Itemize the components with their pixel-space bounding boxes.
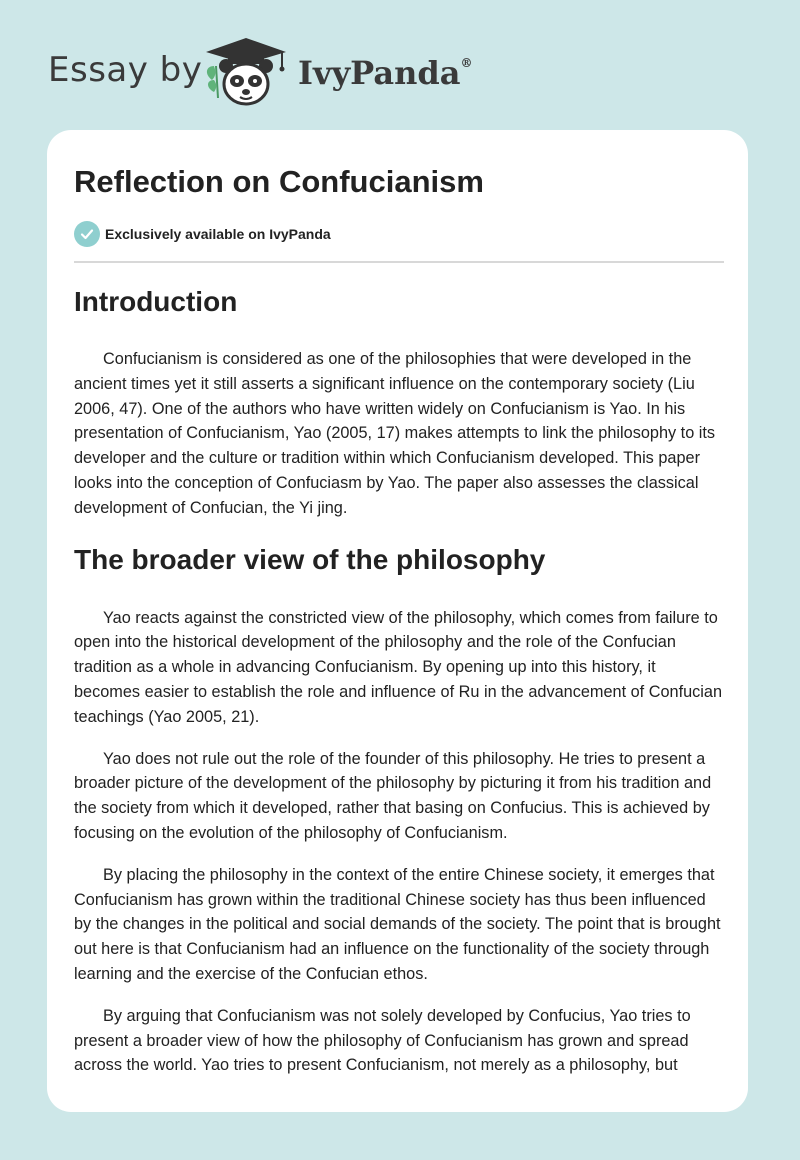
paragraph: Yao reacts against the constricted view of the philosophy, which comes from failure to open into the historical development of the philosophy and the role of the Confucian tradition as a whole in advancing Confucianism. By opening up into this history, it becomes easier to establish the role and influence of Ru in the advancement of Confucian teachings (Yao 2005, 21). [74,608,723,726]
paragraph: By placing the philosophy in the context of the entire Chinese society, it emerges that Confucianism has grown within the traditional Chinese society has thus been influenced by the changes in the political and social demands of the society. The point that is brought out here is that Confucianism had an influence on the functionality of the society through learning and the exercise of the Confucian ethos. [74,865,721,983]
paragraph: Confucianism is considered as one of the philosophies that were developed in the ancient times yet it still asserts a significant influence on the contemporary society (Liu 2006, 47). One of the authors who have written widely on Confucianism is Yao. In his presentation of Confucianism, Yao (2005, 17) makes attempts to link the philosophy to its developer and the culture or tradition within which Confucianism developed. This paper looks into the conception of Confuciasm by Yao. The paper also assesses the classical development of Confucian, the Yi jing. [74,350,716,517]
paragraph: Yao does not rule out the role of the founder of this philosophy. He tries to present a broader picture of the development of the philosophy by picturing it from his tradition and the society from which it developed, rather that basing on Confucius. This is achieved by focusing on the evolution of the philosophy of Confucianism. [74,749,712,842]
essay-card [47,130,748,1112]
ivypanda-brand[interactable] [298,54,472,92]
title-divider [74,261,724,263]
exclusive-badge [74,221,331,247]
paragraph: By arguing that Confucianism was not solely developed by Confucius, Yao tries to present a broader view of how the philosophy of Confucianism has grown and spread across the world. Yao tries to present Confucianism, not merely as a philosophy, but [74,1006,691,1075]
essay-by-label: Essay by [48,50,203,90]
panda-mascot-icon[interactable] [198,36,294,108]
brand-name: IvyPanda [298,54,461,92]
section-heading-introduction: Introduction [74,286,238,317]
site-header [0,0,800,130]
essay-title: Reflection on Confucianism [74,164,484,199]
registered-mark: ® [460,56,473,70]
exclusive-badge-label: Exclusively available on IvyPanda [105,226,331,242]
check-icon [74,221,100,247]
essay-body [74,280,724,1078]
section-heading-broader-view: The broader view of the philosophy [74,543,546,575]
